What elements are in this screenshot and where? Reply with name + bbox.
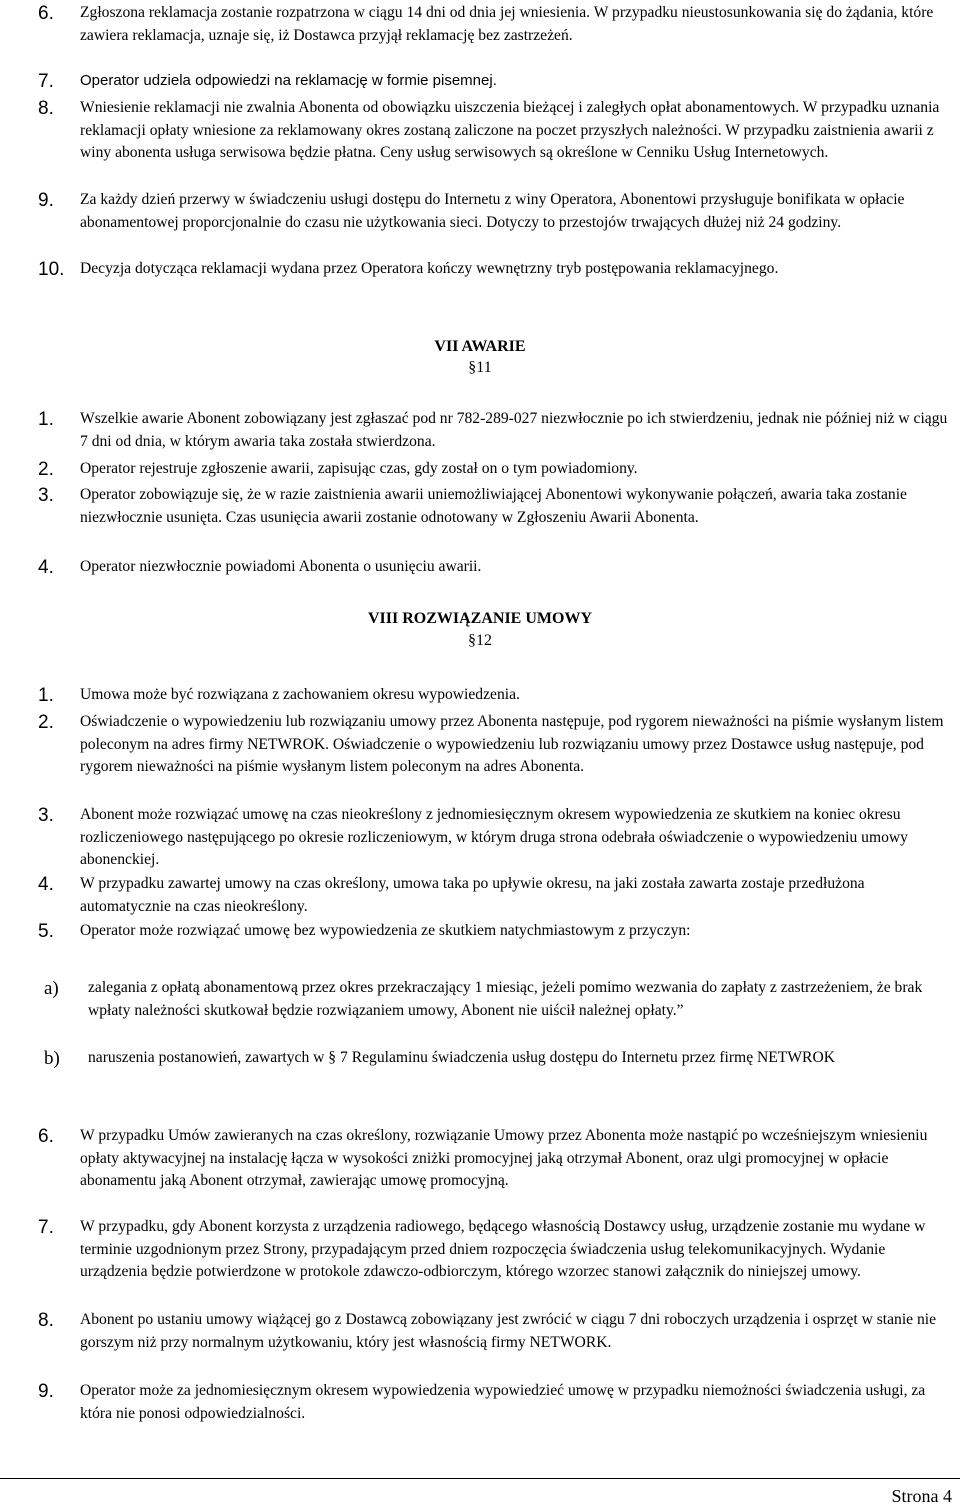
- item-text: Operator udziela odpowiedzi na reklamację w formie pisemnej.: [80, 72, 497, 89]
- list-item: [38, 484, 950, 529]
- item-text: Wniesienie reklamacji nie zwalnia Abonenta od obowiązku uiszczenia bieżącej i zaległych opłat abonamentowych. W przypadku uznania reklamacji opłaty wniesione za reklamowany okres zostaną zaliczone na poczet przyszłych należności. W przypadku zaistnienia awarii z winy abonenta usługa serwisowa będzie płatna. Ceny usług serwisowych są określone w Cenniku Usług Internetowych.: [80, 99, 940, 162]
- section-title: VII AWARIE: [434, 338, 526, 355]
- item-text: Operator może za jednomiesięcznym okresem wypowiedzenia wypowiedzieć umowę w przypadku niemożności świadczenia usługi, za która nie ponosi odpowiedzialności.: [80, 1382, 926, 1422]
- item-number: 4.: [38, 557, 54, 578]
- item-text: Umowa może być rozwiązana z zachowaniem okresu wypowiedzenia.: [80, 686, 520, 703]
- list-item: [38, 873, 950, 918]
- list-item: [38, 2, 950, 47]
- list-item: [38, 1125, 950, 1193]
- list-item: [38, 556, 950, 579]
- item-number: 8.: [38, 98, 54, 119]
- list-item: [38, 189, 950, 234]
- list-item: [38, 1216, 950, 1284]
- paragraph-number: §12: [468, 632, 492, 649]
- list-item: [38, 1309, 950, 1354]
- item-number: 6.: [38, 1126, 54, 1147]
- sub-list-item: [44, 1047, 950, 1070]
- list-item: [38, 1380, 950, 1425]
- footer-divider: [0, 1478, 960, 1479]
- item-letter: b): [44, 1048, 60, 1069]
- item-number: 8.: [38, 1310, 54, 1331]
- list-item: [38, 97, 950, 165]
- item-number: 7.: [38, 71, 54, 92]
- item-text: Oświadczenie o wypowiedzeniu lub rozwiązaniu umowy przez Abonenta następuje, pod rygorem nieważności na piśmie wysłanym listem poleconym na adres firmy NETWROK. Oświadczenie o wypowiedzeniu lub rozwiązaniu umowy przez Dostawce usług następuje, pod rygorem nieważności na piśmie wysłanym listem poleconym na adres Abonenta.: [80, 713, 944, 776]
- paragraph-number: §11: [468, 359, 492, 376]
- item-number: 2.: [38, 712, 54, 733]
- item-text: Decyzja dotycząca reklamacji wydana przez Operatora kończy wewnętrzny tryb postępowania reklamacyjnego.: [80, 260, 779, 277]
- list-item: [38, 804, 950, 872]
- item-text: naruszenia postanowień, zawartych w § 7 Regulaminu świadczenia usług dostępu do Internetu przez firmę NETWROK: [88, 1049, 835, 1066]
- list-item: [38, 70, 950, 93]
- sub-list-item: [44, 977, 950, 1022]
- item-text: Zgłoszona reklamacja zostanie rozpatrzona w ciągu 14 dni od dnia jej wniesienia. W przypadku nieustosunkowania się do żądania, które zawiera reklamacja, uznaje się, iż Dostawca przyjął reklamację bez zastrzeżeń.: [80, 4, 934, 44]
- item-text: Wszelkie awarie Abonent zobowiązany jest zgłaszać pod nr 782-289-027 niezwłocznie po ich stwierdzeniu, jednak nie później niż w ciągu 7 dni od dnia, w którym awaria taka została stwierdzona.: [80, 410, 948, 450]
- page-number: Strona 4: [891, 1486, 952, 1506]
- item-text: Abonent po ustaniu umowy wiążącej go z Dostawcą zobowiązany jest zwrócić w ciągu 7 dni roboczych urządzenia i osprzęt w stanie nie gorszym niż przy normalnym użytkowaniu, który jest własnością firmy NETWORK.: [80, 1311, 937, 1351]
- item-number: 3.: [38, 805, 54, 826]
- item-number: 5.: [38, 921, 54, 942]
- item-text: Operator niezwłocznie powiadomi Abonenta o usunięciu awarii.: [80, 558, 482, 575]
- list-item: [38, 458, 950, 481]
- item-letter: a): [44, 978, 59, 999]
- item-number: 1.: [38, 409, 54, 430]
- item-text: W przypadku zawartej umowy na czas określony, umowa taka po upływie okresu, na jaki została zawarta zostaje przedłużona automatycznie na czas nieokreślony.: [80, 875, 865, 915]
- item-number: 9.: [38, 1381, 54, 1402]
- item-number: 2.: [38, 459, 54, 480]
- item-number: 10.: [38, 259, 65, 280]
- item-text: W przypadku, gdy Abonent korzysta z urządzenia radiowego, będącego własnością Dostawcy usług, urządzenie zostanie mu wydane w terminie uzgodnionym przez Strony, przypadającym przed dniem rozpoczęcia świadczenia usług telekomunikacyjnych. Wydanie urządzenia będzie potwierdzone w protokole zdawczo-odbiorczym, którego wzorzec stanowi załącznik do niniejszej umowy.: [80, 1218, 926, 1281]
- item-number: 1.: [38, 685, 54, 706]
- item-number: 9.: [38, 190, 54, 211]
- item-number: 4.: [38, 874, 54, 895]
- item-text: Operator zobowiązuje się, że w razie zaistnienia awarii uniemożliwiającej Abonentowi wykonywanie połączeń, awaria taka zostanie niezwłocznie usunięta. Czas usunięcia awarii zostanie odnotowany w Zgłoszeniu Awarii Abonenta.: [80, 486, 907, 526]
- item-text: W przypadku Umów zawieranych na czas określony, rozwiązanie Umowy przez Abonenta może nastąpić po wcześniejszym wniesieniu opłaty aktywacyjnej na instalację łącza w wysokości zniżki promocyjnej jaką otrzymał Abonent, oraz ulgi promocyjnej w opłacie abonamentu jaką Abonent otrzymał, zawierając umowę promocyjną.: [80, 1127, 928, 1190]
- section-title: VIII ROZWIĄZANIE UMOWY: [367, 610, 593, 627]
- item-text: zalegania z opłatą abonamentową przez okres przekraczający 1 miesiąc, jeżeli pomimo wezwania do zapłaty z zastrzeżeniem, że brak wpłaty należności skutkował będzie rozwiązaniem umowy, Abonent nie uiścił należnej opłaty.”: [88, 979, 923, 1019]
- item-text: Abonent może rozwiązać umowę na czas nieokreślony z jednomiesięcznym okresem wypowiedzenia ze skutkiem na koniec okresu rozliczeniowego następującego po okresie rozliczeniowym, w którym druga strona odebrała oświadczenie o wypowiedzeniu umowy abonenckiej.: [80, 806, 908, 869]
- item-text: Operator rejestruje zgłoszenie awarii, zapisując czas, gdy został on o tym powiadomiony.: [80, 460, 638, 477]
- list-item: [38, 920, 950, 943]
- item-text: Za każdy dzień przerwy w świadczeniu usługi dostępu do Internetu z winy Operatora, Abonentowi przysługuje bonifikata w opłacie abonamentowej proporcjonalnie do czasu nie użytkowania sieci. Dotyczy to przestojów trwających dłużej niż 24 godziny.: [80, 191, 905, 231]
- item-number: 3.: [38, 485, 54, 506]
- list-item: [38, 258, 950, 281]
- item-text: Operator może rozwiązać umowę bez wypowiedzenia ze skutkiem natychmiastowym z przyczyn:: [80, 922, 691, 939]
- list-item: [38, 711, 950, 779]
- list-item: [38, 408, 950, 453]
- list-item: [38, 684, 950, 707]
- item-number: 6.: [38, 3, 54, 24]
- item-number: 7.: [38, 1217, 54, 1238]
